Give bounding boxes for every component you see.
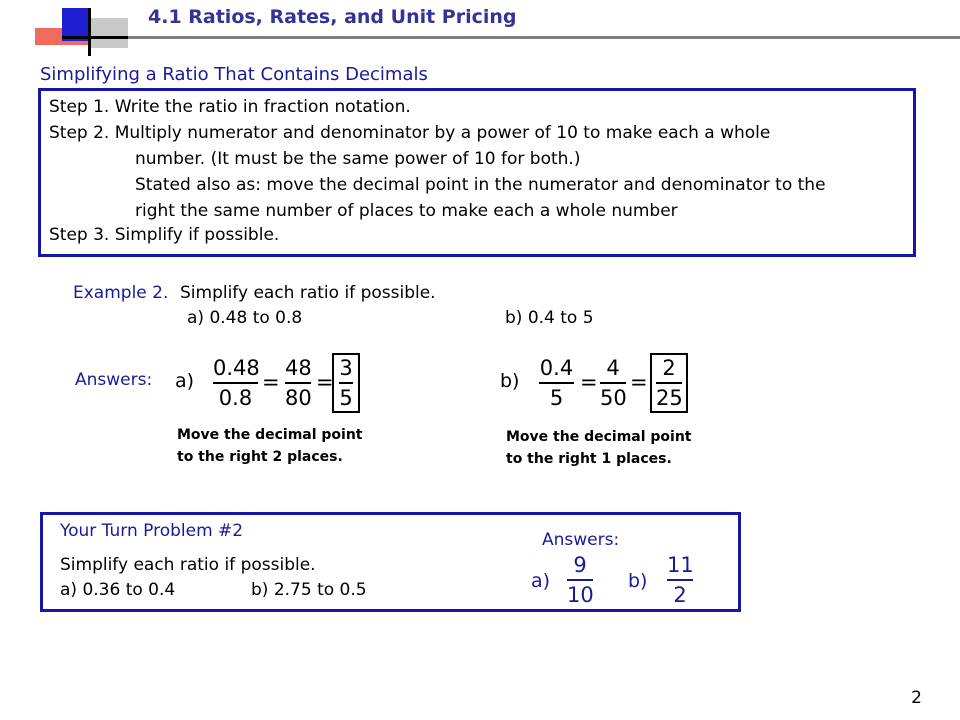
- fraction-numerator: 11: [667, 553, 694, 577]
- answer-a-result-box: [332, 353, 360, 413]
- fraction-numerator: 9: [573, 553, 587, 577]
- answer-b-result-fraction: [656, 356, 682, 410]
- answer-a-fraction-2: [285, 356, 311, 410]
- answer-a-result-fraction: [339, 356, 353, 410]
- fraction-numerator: 0.48: [213, 356, 260, 380]
- your-turn-answer-a-label: a): [531, 570, 551, 592]
- example-label: Example 2.: [73, 283, 169, 303]
- equals-sign: =: [262, 370, 280, 394]
- note-a: [177, 424, 363, 468]
- answers-label: Answers:: [75, 370, 153, 390]
- fraction-denominator: 50: [600, 386, 627, 410]
- fraction-bar: [539, 382, 574, 384]
- example-part-b: b) 0.4 to 5: [505, 308, 594, 328]
- step-2: Step 2. Multiply numerator and denominator by a power of 10 to make each a whole: [49, 123, 771, 143]
- example-part-a: a) 0.48 to 0.8: [187, 308, 303, 328]
- note-a-line-2: to the right 2 places.: [177, 449, 343, 465]
- page-number: 2: [911, 688, 922, 708]
- note-b-line-2: to the right 1 places.: [506, 451, 672, 467]
- answer-b-fraction-1: [539, 356, 574, 410]
- fraction-denominator: 5: [549, 386, 564, 410]
- equals-sign: =: [630, 370, 648, 394]
- fraction-bar: [600, 382, 626, 384]
- fraction-bar: [213, 382, 258, 384]
- fraction-numerator: 3: [339, 356, 353, 380]
- fraction-numerator: 4: [606, 356, 620, 380]
- fraction-denominator: 0.8: [218, 386, 253, 410]
- step-2-alternate: Stated also as: move the decimal point in the numerator and denominator to the: [135, 175, 826, 195]
- your-turn-answer-a-fraction: [567, 553, 593, 607]
- fraction-numerator: 48: [285, 356, 312, 380]
- step-1: Step 1. Write the ratio in fraction notation.: [49, 97, 411, 117]
- answer-b-result-box: [650, 353, 688, 413]
- fraction-denominator: 5: [339, 386, 353, 410]
- section-title: Simplifying a Ratio That Contains Decimals: [40, 64, 428, 85]
- page-title: 4.1 Ratios, Rates, and Unit Pricing: [148, 6, 517, 28]
- fraction-denominator: 10: [567, 583, 594, 607]
- fraction-bar: [656, 382, 682, 384]
- logo-vertical-line: [88, 8, 91, 56]
- your-turn-box: [40, 512, 741, 612]
- equals-sign: =: [580, 370, 598, 394]
- steps-box: [38, 88, 916, 257]
- fraction-denominator: 80: [285, 386, 312, 410]
- your-turn-prompt: Simplify each ratio if possible.: [60, 555, 316, 575]
- answer-a-fraction-1: [213, 356, 258, 410]
- fraction-bar: [567, 579, 593, 581]
- step-2-alternate-continued: right the same number of places to make each a whole number: [135, 201, 678, 221]
- fraction-numerator: 2: [662, 356, 676, 380]
- answer-b-label: b): [500, 370, 520, 392]
- equals-sign: =: [316, 370, 334, 394]
- step-3: Step 3. Simplify if possible.: [49, 225, 280, 245]
- fraction-bar: [667, 579, 693, 581]
- your-turn-title: Your Turn Problem #2: [60, 521, 244, 541]
- your-turn-answer-b-fraction: [667, 553, 693, 607]
- fraction-bar: [339, 382, 353, 384]
- your-turn-part-a: a) 0.36 to 0.4: [60, 580, 176, 600]
- your-turn-part-b: b) 2.75 to 0.5: [251, 580, 367, 600]
- example-prompt: Simplify each ratio if possible.: [180, 283, 436, 303]
- step-2-continued: number. (It must be the same power of 10 for both.): [135, 149, 581, 169]
- note-a-line-1: Move the decimal point: [177, 427, 363, 443]
- note-b: [506, 426, 692, 470]
- your-turn-answers-label: Answers:: [542, 530, 620, 550]
- your-turn-answer-b-label: b): [628, 570, 648, 592]
- fraction-bar: [285, 382, 311, 384]
- logo-horizontal-line: [62, 36, 130, 39]
- answer-b-fraction-2: [600, 356, 626, 410]
- answer-a-label: a): [175, 370, 195, 392]
- header-rule: [128, 36, 960, 39]
- note-b-line-1: Move the decimal point: [506, 429, 692, 445]
- fraction-numerator: 0.4: [539, 356, 574, 380]
- fraction-denominator: 25: [656, 386, 683, 410]
- logo-gray-block: [88, 18, 128, 48]
- fraction-denominator: 2: [673, 583, 687, 607]
